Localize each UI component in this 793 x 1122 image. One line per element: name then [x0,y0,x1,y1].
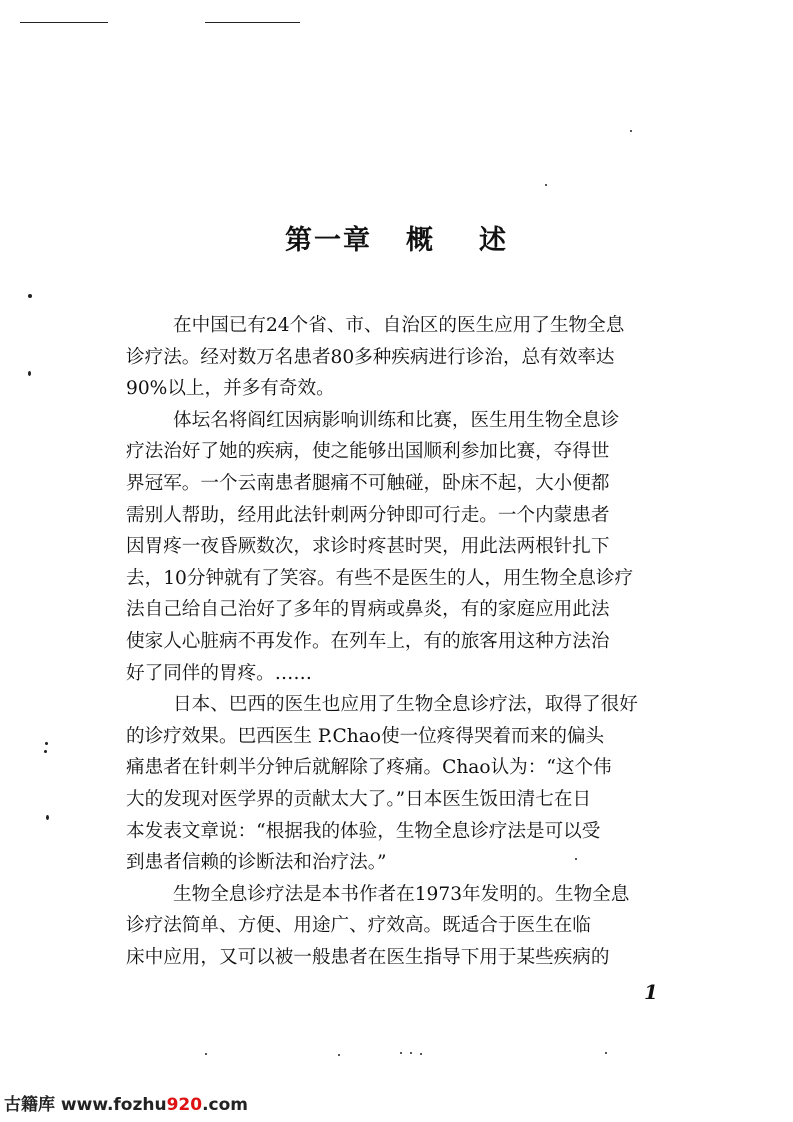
watermark-url-number: 920 [166,1095,203,1115]
chapter-title-char-1: 概 [406,225,435,256]
scan-speck [28,294,32,298]
paragraph [126,405,686,689]
text-line: 生物全息诊疗法是本书作者在1973年发明的。生物全息 [173,883,630,905]
text-line: 日本、巴西的医生也应用了生物全息诊疗法，取得了很好 [173,694,638,716]
body-text [126,310,686,973]
text-line: 好了同伴的胃疼。…… [126,662,312,684]
text-line: 痛患者在针刺半分钟后就解除了疼痛。Chao认为：“这个伟 [126,757,612,779]
chapter-number: 第一章 [285,225,372,256]
scan-speck [420,1053,422,1055]
chapter-title-char-2: 述 [479,225,508,256]
scan-speck [46,815,49,820]
page-number: 1 [644,980,658,1004]
scan-speck [205,1053,207,1055]
text-line: 体坛名将阎红因病影响训练和比赛，医生用生物全息诊 [173,409,620,431]
scan-speck [575,858,577,860]
scan-speck [45,742,48,745]
site-watermark [4,1090,248,1115]
scan-speck [44,750,47,753]
watermark-url-prefix: www.fozhu [60,1095,167,1115]
scan-speck [28,371,31,376]
text-line: 法自己给自己治好了多年的胃病或鼻炎，有的家庭应用此法 [126,599,610,621]
text-line: 诊疗法简单、方便、用途广、疗效高。既适合于医生在临 [126,915,591,937]
text-line: 疗法治好了她的疾病，使之能够出国顺利参加比赛，夺得世 [126,441,610,463]
text-line: 在中国已有24个省、市、自治区的医生应用了生物全息 [173,315,625,336]
scan-speck [630,130,632,132]
paragraph [126,879,686,974]
text-line: 使家人心脏病不再发作。在列车上，有的旅客用这种方法治 [126,630,610,652]
text-line: 界冠军。一个云南患者腿痛不可触碰，卧床不起，大小便都 [126,472,610,494]
text-line: 床中应用，又可以被一般患者在医生指导下用于某些疾病的 [126,946,610,968]
text-line: 本发表文章说：“根据我的体验，生物全息诊疗法是可以受 [126,820,601,842]
header-rule-left [20,22,108,23]
scan-speck [605,1052,607,1054]
watermark-url-suffix: .com [202,1095,249,1115]
scan-speck [400,1052,402,1054]
text-line: 90%以上，并多有奇效。 [126,378,335,400]
scan-speck [410,1052,412,1054]
text-line: 需别人帮助，经用此法针刺两分钟即可行走。一个内蒙患者 [126,504,610,526]
text-line: 到患者信赖的诊断法和治疗法。” [126,852,387,874]
scan-speck [338,1054,340,1056]
text-line: 的诊疗效果。巴西医生 P.Chao使一位疼得哭着而来的偏头 [126,725,605,747]
text-line: 诊疗法。经对数万名患者80多种疾病进行诊治，总有效率达 [126,346,615,368]
watermark-site-name: 古籍库 [4,1095,55,1115]
text-line: 大的发现对医学界的贡献太大了。”日本医生饭田清七在日 [126,788,592,810]
text-line: 因胃疼一夜昏厥数次，求诊时疼甚时哭，用此法两根针扎下 [126,536,610,558]
paragraph [126,689,686,879]
chapter-title [0,218,793,257]
text-line: 去，10分钟就有了笑容。有些不是医生的人，用生物全息诊疗 [126,567,634,589]
paragraph [126,310,686,405]
scan-speck [545,184,547,186]
header-rule-right [205,22,300,23]
